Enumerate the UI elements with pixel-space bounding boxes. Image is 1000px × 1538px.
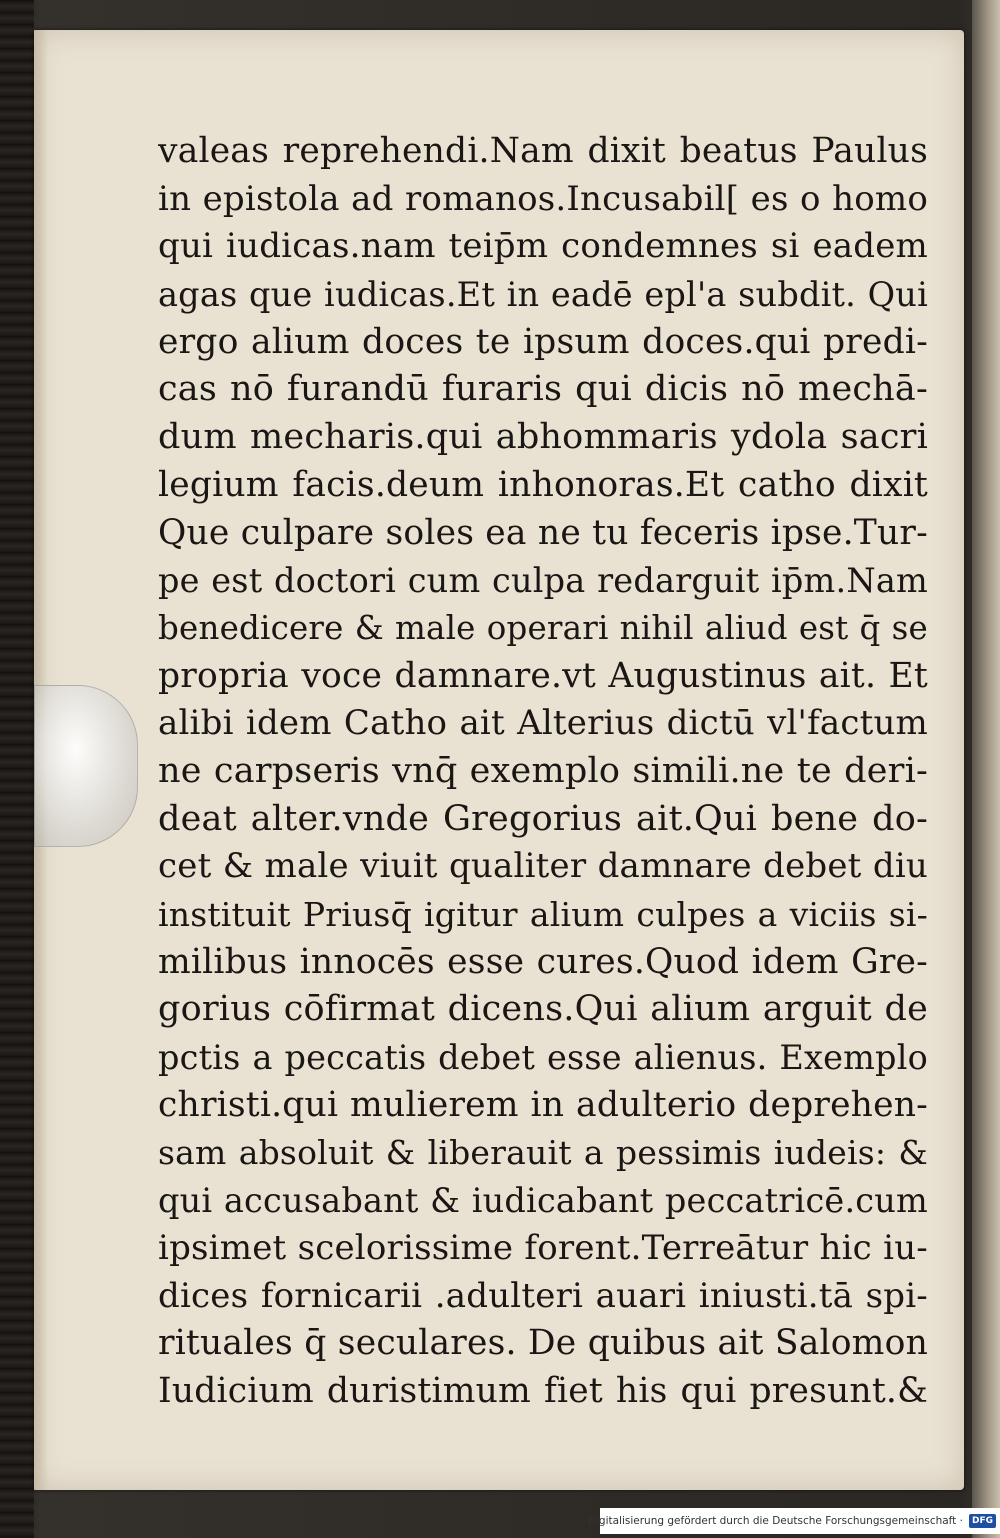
text-line: milibus innocēs esse cures.Quod idem Gre-: [158, 941, 928, 982]
book-page: [34, 30, 964, 1490]
text-line: Que culpare soles ea ne tu feceris ipse.Tur-: [158, 512, 928, 553]
text-line: ne carpseris vnq̄ exemplo simili.ne te deri-: [158, 750, 928, 791]
text-line: dices fornicarii .adulteri auari iniusti.tā spi-: [158, 1275, 928, 1316]
text-line: cet & male viuit qualiter damnare debet diu: [158, 846, 928, 887]
text-line: ergo alium doces te ipsum doces.qui predi-: [158, 321, 928, 362]
text-line: rituales q̄ seculares. De quibus ait Salomon: [158, 1323, 928, 1364]
digitization-credit-bar: [587, 1508, 1000, 1534]
digitization-credit-text: Digitalisierung gefördert durch die Deutsche Forschungsgemeinschaft ·: [587, 1515, 963, 1527]
text-line: cas nō furandū furaris qui dicis nō mechā-: [158, 369, 928, 410]
plastic-clip: [34, 685, 138, 847]
text-line: qui iudicas.nam teip̄m condemnes si eadem: [158, 226, 928, 267]
printed-text-block: [158, 128, 928, 1416]
text-line: legium facis.deum inhonoras.Et catho dixit: [158, 464, 928, 505]
text-line: agas que iudicas.Et in eadē epl'a subdit. Qui: [158, 275, 928, 315]
text-line: ipsimet scelorissime forent.Terreātur hic iu-: [158, 1227, 928, 1268]
text-line: pctis a peccatis debet esse alienus. Exemplo: [158, 1038, 928, 1078]
text-line: in epistola ad romanos.Incusabil[ es o homo: [158, 178, 928, 219]
text-line: instituit Priusq̄ igitur alium culpes a viciis si-: [158, 895, 928, 934]
text-line: sam absoluit & liberauit a pessimis iudeis: &: [158, 1133, 928, 1173]
text-line: pe est doctori cum culpa redarguit ip̄m.Nam: [158, 561, 928, 601]
text-line: alibi idem Catho ait Alterius dictū vl'factum: [158, 703, 928, 744]
text-line: benedicere & male operari nihil aliud est q̄ se: [158, 608, 928, 647]
text-line: Iudicium duristimum fiet his qui presunt.&: [158, 1370, 928, 1411]
text-line: qui accusabant & iudicabant peccatricē.cum: [158, 1181, 928, 1221]
text-line: christi.qui mulierem in adulterio deprehen-: [158, 1084, 928, 1125]
text-line: deat alter.vnde Gregorius ait.Qui bene do-: [158, 798, 928, 839]
book-binding-edge: [0, 0, 34, 1538]
text-line: propria voce damnare.vt Augustinus ait. Et: [158, 655, 928, 696]
text-line: valeas reprehendi.Nam dixit beatus Paulus: [158, 131, 928, 171]
text-line: gorius cōfirmat dicens.Qui alium arguit de: [158, 989, 928, 1030]
text-line: dum mecharis.qui abhommaris ydola sacri: [158, 417, 928, 458]
book-fore-edge: [972, 0, 1000, 1538]
dfg-logo: DFG: [969, 1514, 996, 1528]
